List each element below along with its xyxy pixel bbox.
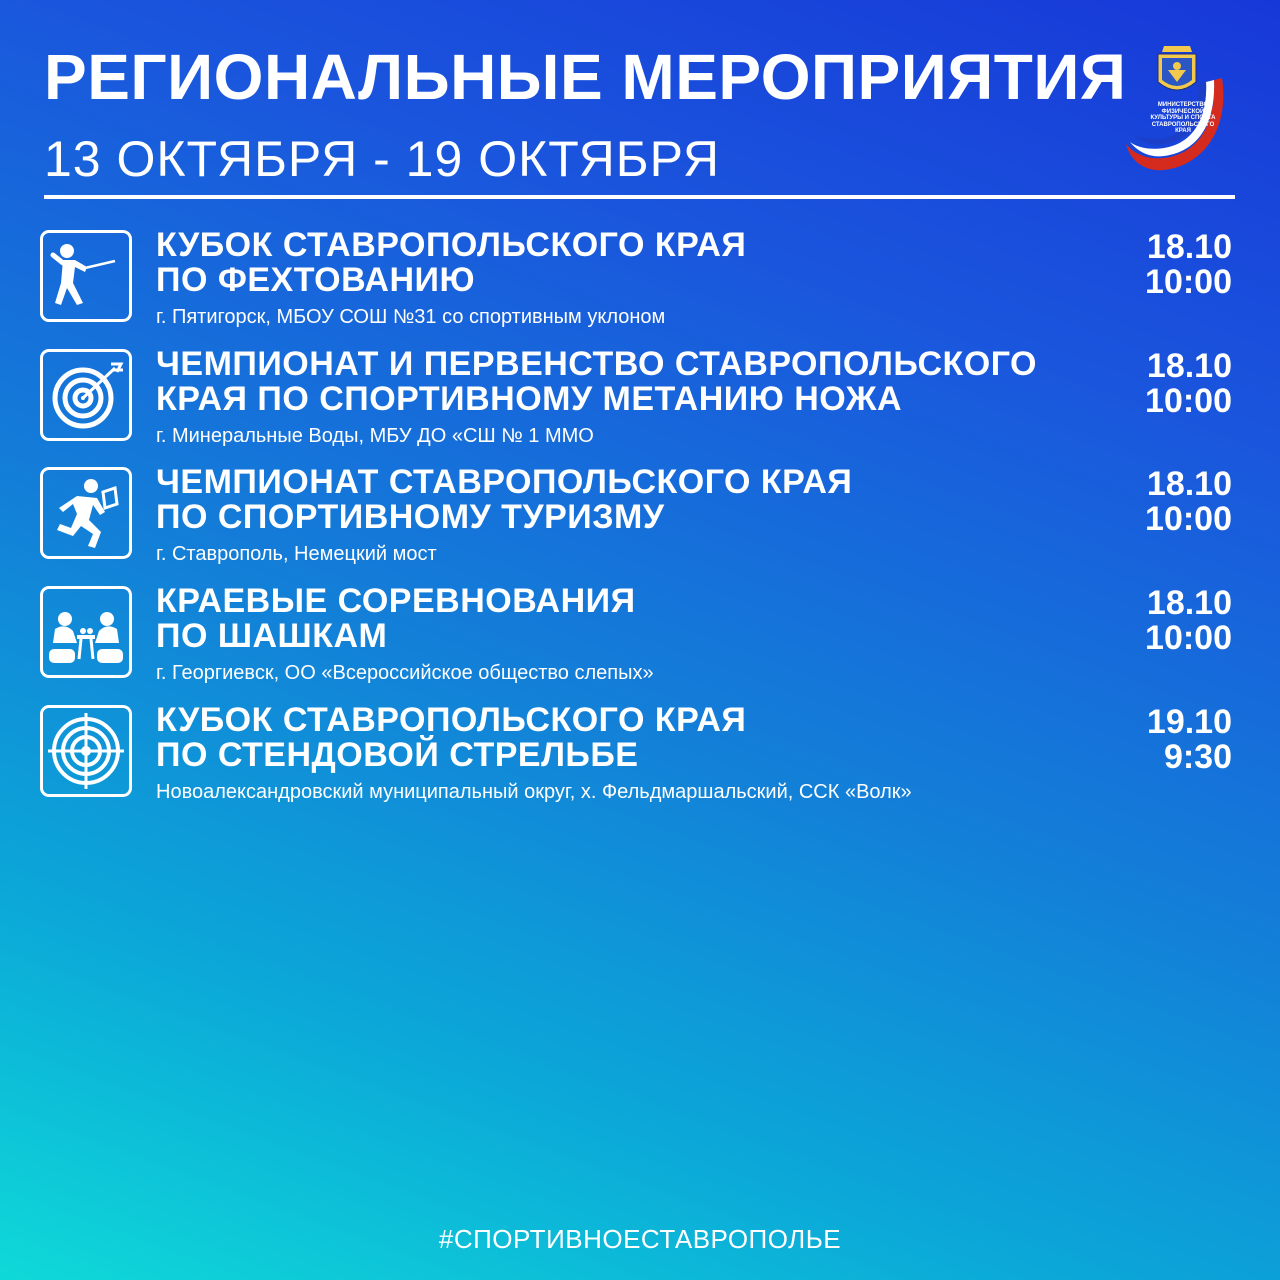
event-venue: г. Минеральные Воды, МБУ ДО «СШ № 1 ММО: [156, 425, 594, 447]
event-date: 18.10: [1146, 347, 1232, 385]
event-title: ЧЕМПИОНАТ И ПЕРВЕНСТВО СТАВРОПОЛЬСКОГО КРАЯ ПО СПОРТИВНОМУ МЕТАНИЮ НОЖА: [156, 345, 1038, 418]
target-arrow-icon: [40, 349, 132, 441]
event-item: [0, 345, 1280, 459]
event-time: 10:00: [1145, 263, 1232, 301]
event-time: 10:00: [1145, 382, 1232, 420]
event-time: 10:00: [1145, 619, 1232, 657]
hashtag: #СПОРТИВНОЕСТАВРОПОЛЬЕ: [438, 1224, 842, 1254]
event-time: 9:30: [1163, 738, 1232, 776]
header-divider: [44, 195, 1235, 199]
orienteering-runner-icon: [40, 467, 132, 559]
shooting-target-icon: [40, 705, 132, 797]
event-venue: г. Георгиевск, ОО «Всероссийское общество слепых»: [156, 662, 654, 684]
fencing-icon: [40, 230, 132, 322]
event-title: КУБОК СТАВРОПОЛЬСКОГО КРАЯ ПО СТЕНДОВОЙ СТРЕЛЬБЕ: [156, 701, 747, 774]
ministry-name: МИНИСТЕРСТВО ФИЗИЧЕСКОЙ КУЛЬТУРЫ И СПОРТА СТАВРОПОЛЬСКОГО КРАЯ: [1150, 102, 1216, 134]
date-range: 13 ОКТЯБРЯ - 19 ОКТЯБРЯ: [44, 131, 720, 187]
event-time: 10:00: [1145, 500, 1232, 538]
event-date: 18.10: [1146, 228, 1232, 266]
event-item: [0, 582, 1280, 696]
checkers-players-icon: [40, 586, 132, 678]
event-venue: г. Пятигорск, МБОУ СОШ №31 со спортивным уклоном: [156, 306, 666, 328]
event-item: [0, 701, 1280, 815]
event-date: 19.10: [1146, 703, 1232, 741]
event-venue: Новоалександровский муниципальный округ, х. Фельдмаршальский, ССК «Волк»: [156, 781, 912, 803]
event-title: КРАЕВЫЕ СОРЕВНОВАНИЯ ПО ШАШКАМ: [156, 582, 636, 655]
event-title: ЧЕМПИОНАТ СТАВРОПОЛЬСКОГО КРАЯ ПО СПОРТИВНОМУ ТУРИЗМУ: [156, 463, 853, 536]
event-title: КУБОК СТАВРОПОЛЬСКОГО КРАЯ ПО ФЕХТОВАНИЮ: [156, 226, 747, 299]
event-venue: г. Ставрополь, Немецкий мост: [156, 543, 437, 565]
event-date: 18.10: [1146, 465, 1232, 503]
event-item: [0, 463, 1280, 577]
event-date: 18.10: [1146, 584, 1232, 622]
page-title: РЕГИОНАЛЬНЫЕ МЕРОПРИЯТИЯ: [44, 41, 1127, 113]
event-item: [0, 226, 1280, 340]
